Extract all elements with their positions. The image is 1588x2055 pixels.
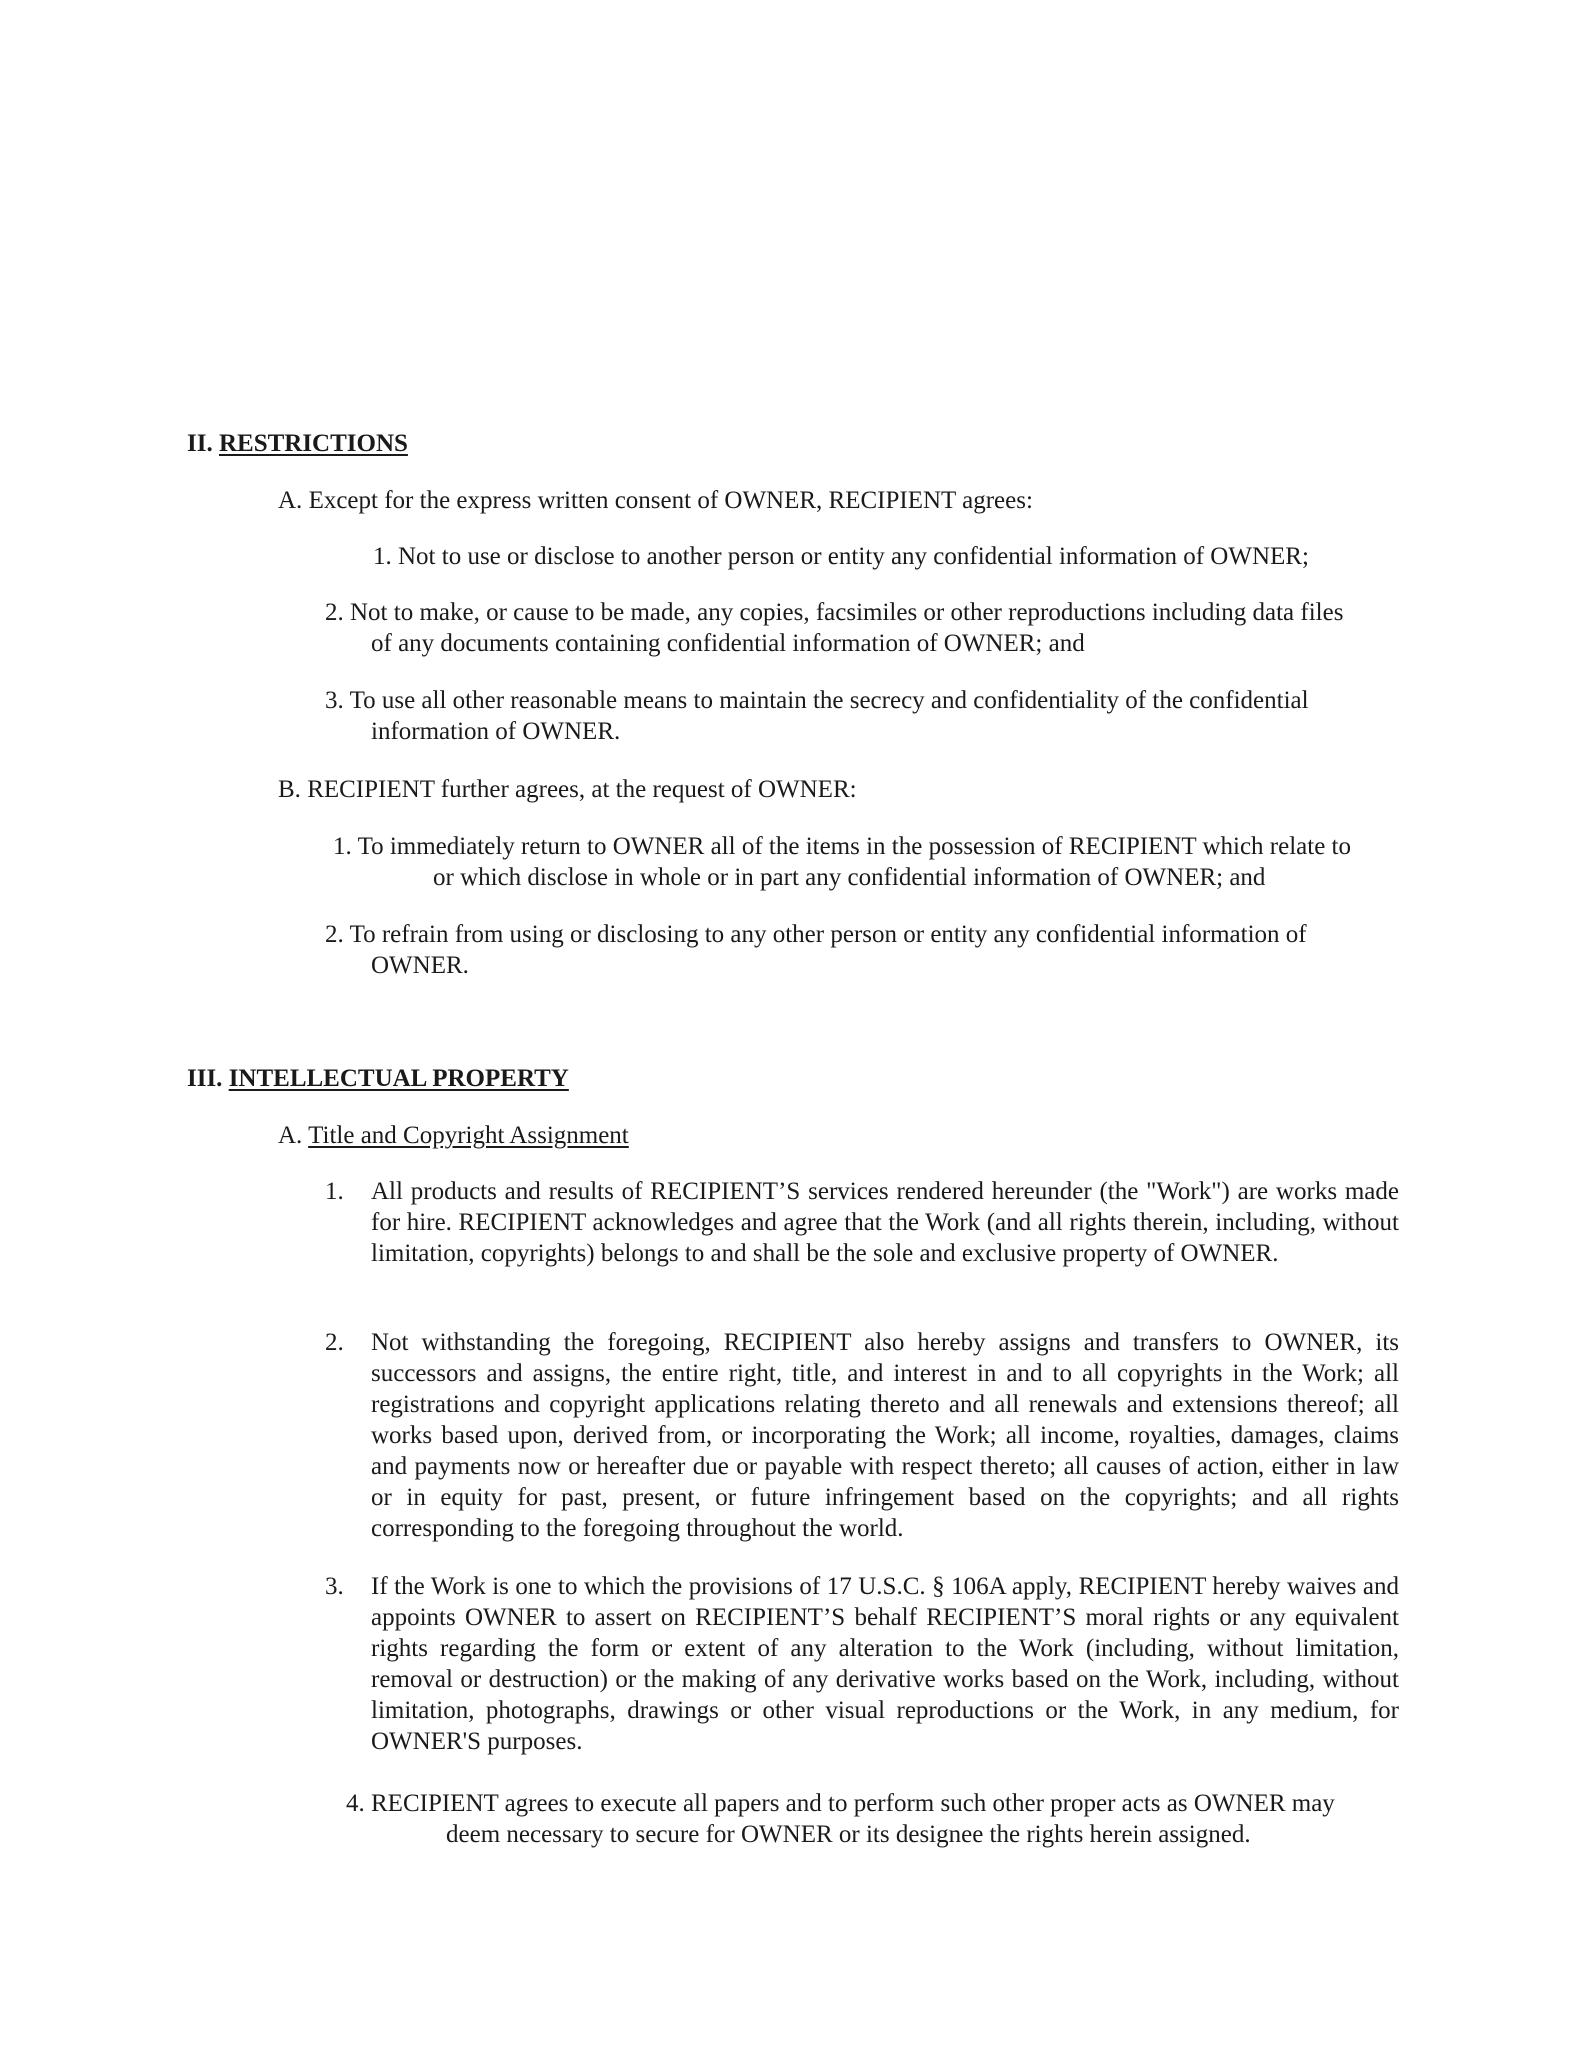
item-number: 2. (325, 921, 344, 948)
item-text-line-1: Not to make, or cause to be made, any copies, facsimiles or other reproductions including data files (350, 599, 1344, 626)
section-3a-item-1 (325, 1176, 1399, 1269)
section-2b-label: B. (278, 776, 301, 803)
item-text-line-1: RECIPIENT agrees to execute all papers and to perform such other proper acts as OWNER may (371, 1790, 1335, 1817)
section-2-heading (187, 428, 408, 459)
section-2a-intro (278, 485, 1033, 516)
item-text-line-2: or which disclose in whole or in part any confidential information of OWNER; and (433, 864, 1266, 891)
item-number: 1. (333, 833, 352, 860)
section-2b-item-1 (333, 831, 1393, 893)
section-2a-text: Except for the express written consent of OWNER, RECIPIENT agrees: (308, 487, 1033, 514)
section-3a-heading (278, 1120, 629, 1151)
item-text: Not withstanding the foregoing, RECIPIENT also hereby assigns and transfers to OWNER, its successors and assigns, the entire right, title, and interest in and to all copyrights in the Work; all registrations and copyright applications relating thereto and all renewals and extensions thereof; all works based upon, derived from, or incorporating the Work; all income, royalties, damages, claims and payments now or hereafter due or payable with respect thereto; all causes of action, either in law or in equity for past, present, or future infringement based on the copyrights; and all rights corresponding to the foregoing throughout the world. (371, 1329, 1399, 1542)
section-3a-item-4 (346, 1788, 1406, 1850)
item-number: 2. (325, 599, 344, 626)
item-text-line-1: To use all other reasonable means to maintain the secrecy and confidentiality of the confidential (349, 687, 1309, 714)
item-number: 1. (325, 1178, 344, 1205)
section-3-heading (187, 1063, 569, 1094)
item-text-line-1: To immediately return to OWNER all of the items in the possession of RECIPIENT which relate to (357, 833, 1351, 860)
item-number: 1. (373, 543, 392, 570)
section-2a-item-2 (325, 597, 1385, 659)
section-2b-intro (278, 774, 857, 805)
item-text-line-2: information of OWNER. (371, 718, 621, 745)
section-3a-item-3 (325, 1571, 1399, 1757)
item-number: 3. (325, 1573, 344, 1600)
section-2a-item-1 (373, 541, 1309, 572)
section-2a-item-3 (325, 685, 1385, 747)
item-text-line-2: deem necessary to secure for OWNER or its designee the rights herein assigned. (446, 1821, 1251, 1848)
item-number: 4. (346, 1790, 365, 1817)
section-3a-item-2 (325, 1327, 1399, 1544)
section-2-title: RESTRICTIONS (218, 430, 408, 457)
section-2-number: II. (187, 430, 213, 457)
section-3-number: III. (187, 1065, 223, 1092)
item-number: 2. (325, 1329, 344, 1356)
section-2a-label: A. (278, 487, 303, 514)
section-2b-text: RECIPIENT further agrees, at the request of OWNER: (307, 776, 857, 803)
item-text: If the Work is one to which the provisions of 17 U.S.C. § 106A apply, RECIPIENT hereby waives and appoints OWNER to assert on RECIPIENT’S behalf RECIPIENT’S moral rights or any equivalent rights regarding the form or extent of any alteration to the Work (including, without limitation, removal or destruction) or the making of any derivative works based on the Work, including, without limitation, photographs, drawings or other visual reproductions or the Work, in any medium, for OWNER'S purposes. (371, 1573, 1399, 1755)
item-text: Not to use or disclose to another person or entity any confidential information of OWNER; (398, 543, 1309, 570)
item-number: 3. (325, 687, 344, 714)
item-text-line-1: To refrain from using or disclosing to any other person or entity any confidential information of (349, 921, 1307, 948)
section-2b-item-2 (325, 919, 1385, 981)
section-3a-label: A. (278, 1122, 303, 1149)
section-3-title: INTELLECTUAL PROPERTY (228, 1065, 569, 1092)
section-3a-title: Title and Copyright Assignment (308, 1122, 629, 1149)
item-text-line-2: of any documents containing confidential information of OWNER; and (371, 630, 1085, 657)
item-text: All products and results of RECIPIENT’S services rendered hereunder (the "Work") are works made for hire. RECIPIENT acknowledges and agree that the Work (and all rights therein, including, without limitation, copyrights) belongs to and shall be the sole and exclusive property of OWNER. (371, 1178, 1399, 1267)
item-text-line-2: OWNER. (371, 952, 469, 979)
